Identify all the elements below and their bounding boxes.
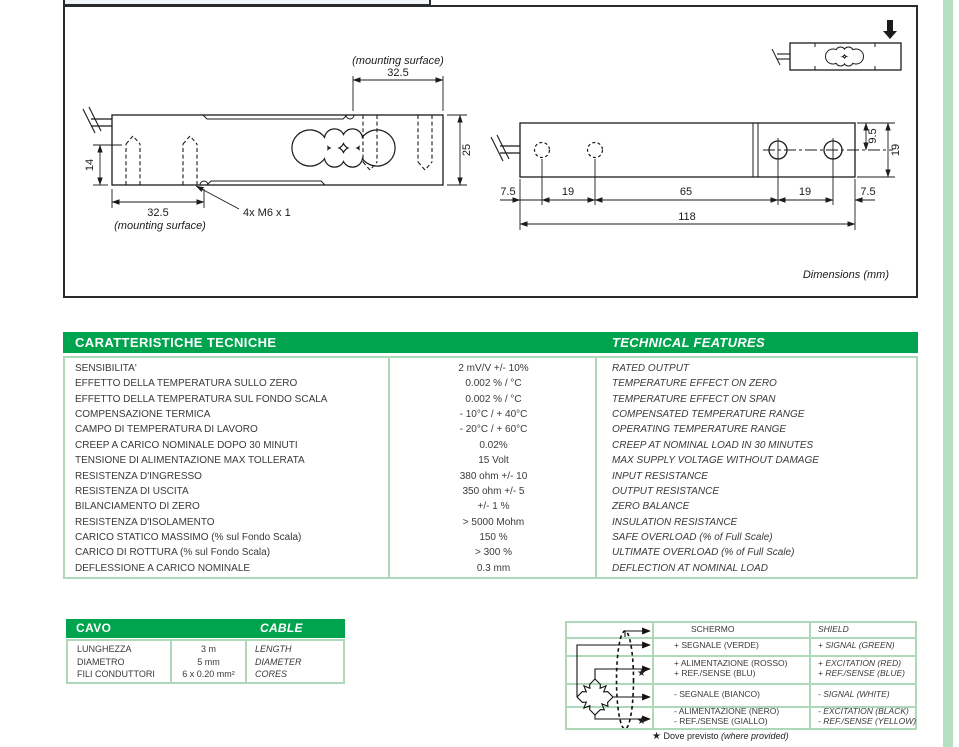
- dimensions-note: Dimensions (mm): [802, 269, 889, 281]
- wiring-cell-en: - SIGNAL (WHITE): [818, 688, 890, 699]
- dim-7-5-right: 7.5: [860, 186, 876, 198]
- tech-row-cell: TENSIONE DI ALIMENTAZIONE MAX TOLLERATA: [75, 455, 305, 467]
- tech-row-cell: RESISTENZA D'ISOLAMENTO: [75, 516, 215, 528]
- tech-row-cell: > 300 %: [475, 547, 512, 559]
- wiring-cell-it: - ALIMENTAZIONE (NERO) - REF./SENSE (GIALLO): [674, 706, 780, 726]
- tech-row-cell: INPUT RESISTANCE: [612, 470, 708, 482]
- tech-row-cell: CARICO DI ROTTURA (% sul Fondo Scala): [75, 547, 271, 559]
- tech-title-it: CARATTERISTICHE TECNICHE: [75, 335, 277, 350]
- tech-row-cell: TEMPERATURE EFFECT ON ZERO: [612, 378, 777, 390]
- dim-32-5-top: 32.5: [387, 67, 409, 79]
- dim-65: 65: [679, 186, 693, 198]
- tech-row: [65, 438, 916, 453]
- side-view-dimensions: [93, 76, 467, 209]
- tech-row-cell: COMPENSAZIONE TERMICA: [75, 409, 211, 421]
- dim-19-width: 19: [890, 143, 902, 157]
- tech-row: [65, 515, 916, 530]
- cable-row-cell: FILI CONDUTTORI: [77, 669, 155, 680]
- tech-row: [65, 422, 916, 437]
- tech-row-cell: 150 %: [479, 531, 508, 543]
- cable-table-header: [66, 619, 345, 638]
- dimensional-drawing-box: [63, 5, 918, 298]
- cable-row: [68, 643, 343, 656]
- mounting-surface-top-label: (mounting surface): [352, 55, 444, 67]
- tech-row-cell: CAMPO DI TEMPERATURA DI LAVORO: [75, 424, 258, 436]
- thread-callout: 4x M6 x 1: [243, 207, 291, 219]
- tech-row: [65, 453, 916, 468]
- cable-row-cell: 5 mm: [197, 656, 220, 667]
- tech-row: [65, 392, 916, 407]
- tech-row-cell: INSULATION RESISTANCE: [612, 516, 738, 528]
- iso-view: [772, 20, 901, 70]
- tech-row: [65, 469, 916, 484]
- tech-row: [65, 361, 916, 376]
- tech-row-cell: COMPENSATED TEMPERATURE RANGE: [612, 409, 805, 421]
- dimensional-drawing: [63, 5, 918, 298]
- top-view-labels: [500, 128, 902, 223]
- tech-row-cell: 350 ohm +/- 5: [462, 485, 525, 497]
- tech-row-cell: TEMPERATURE EFFECT ON SPAN: [612, 393, 776, 405]
- tech-row-cell: RATED OUTPUT: [612, 363, 690, 374]
- tech-row: [65, 376, 916, 391]
- tech-table-body: [63, 356, 918, 579]
- tech-row-cell: RESISTENZA D'INGRESSO: [75, 470, 202, 482]
- cable-row-cell: DIAMETER: [255, 656, 302, 667]
- tech-row-cell: 0.002 % / °C: [465, 393, 522, 405]
- tech-row-cell: EFFETTO DELLA TEMPERATURA SUL FONDO SCALA: [75, 393, 328, 405]
- tech-row-cell: SAFE OVERLOAD (% of Full Scale): [612, 531, 773, 543]
- dim-7-5-left: 7.5: [500, 186, 516, 198]
- star-mark: ★: [637, 716, 646, 727]
- tech-row-cell: 15 Volt: [478, 455, 509, 467]
- dim-32-5-bottom: 32.5: [147, 207, 169, 219]
- tech-table-header: [63, 332, 918, 353]
- tech-row-cell: DEFLECTION AT NOMINAL LOAD: [612, 562, 768, 574]
- tech-row-cell: 0.3 mm: [476, 562, 511, 574]
- star-mark: ★: [652, 731, 661, 742]
- tech-row-cell: OUTPUT RESISTANCE: [612, 485, 720, 497]
- tech-title-en: TECHNICAL FEATURES: [612, 335, 765, 350]
- tech-row-cell: DEFLESSIONE A CARICO NOMINALE: [75, 562, 251, 574]
- dim-19-left: 19: [561, 186, 575, 198]
- wiring-cell-it: SCHERMO: [691, 624, 735, 635]
- tech-row-cell: 0.02%: [479, 439, 508, 451]
- wiring-col-divider-2: [809, 623, 811, 728]
- load-direction-arrow-icon: [883, 20, 897, 39]
- tech-row-cell: MAX SUPPLY VOLTAGE WITHOUT DAMAGE: [612, 455, 819, 467]
- footnote-it: Dove previsto: [663, 731, 719, 741]
- tech-row: [65, 545, 916, 560]
- tech-row-cell: BILANCIAMENTO DI ZERO: [75, 501, 200, 513]
- wiring-footnote: [652, 731, 789, 742]
- tech-row-cell: EFFETTO DELLA TEMPERATURA SULLO ZERO: [75, 378, 298, 390]
- tech-row-cell: - 20°C / + 60°C: [459, 424, 528, 436]
- cable-row: [68, 656, 343, 669]
- tech-row-cell: 2 mV/V +/- 10%: [458, 363, 529, 374]
- cable-title-en: CABLE: [260, 621, 303, 635]
- tech-row: [65, 407, 916, 422]
- cable-row-cell: 3 m: [200, 644, 216, 654]
- tech-row-cell: OPERATING TEMPERATURE RANGE: [612, 424, 787, 436]
- wiring-cell-en: + EXCITATION (RED) + REF./SENSE (BLUE): [818, 658, 905, 678]
- tech-row-cell: 0.002 % / °C: [465, 378, 522, 390]
- tech-row-cell: CREEP AT NOMINAL LOAD IN 30 MINUTES: [612, 439, 814, 451]
- dim-14: 14: [84, 158, 96, 172]
- tech-row-cell: - 10°C / + 40°C: [459, 409, 528, 421]
- cable-divider-2: [245, 641, 247, 682]
- tech-row: [65, 561, 916, 576]
- wiring-cell-en: SHIELD: [818, 624, 849, 635]
- dim-25: 25: [461, 143, 473, 157]
- wiring-diagram-box: [565, 621, 917, 730]
- cable-table-body: [66, 639, 345, 684]
- tech-row-cell: +/- 1 %: [477, 501, 510, 513]
- tech-row-cell: SENSIBILITA': [75, 363, 137, 374]
- star-mark: ★: [637, 668, 646, 679]
- page-edge-strip: [943, 0, 953, 747]
- mounting-surface-bottom-label: (mounting surface): [114, 220, 206, 232]
- tech-row-cell: > 5000 Mohm: [462, 516, 525, 528]
- tech-divider-2: [595, 358, 597, 577]
- tech-row-cell: ZERO BALANCE: [612, 501, 690, 513]
- wiring-cell-en: - EXCITATION (BLACK) - REF./SENSE (YELLOW): [818, 706, 917, 726]
- wiring-cell-it: + ALIMENTAZIONE (ROSSO) + REF./SENSE (BLU): [674, 658, 788, 678]
- wiring-cell-it: + SEGNALE (VERDE): [674, 640, 759, 651]
- cable-title-it: CAVO: [76, 621, 112, 635]
- tech-row-cell: CARICO STATICO MASSIMO (% sul Fondo Scala): [75, 531, 302, 543]
- cable-row-cell: DIAMETRO: [77, 656, 125, 667]
- tech-divider-1: [388, 358, 390, 577]
- dim-118: 118: [678, 211, 696, 223]
- dim-19-right: 19: [798, 186, 812, 198]
- side-view-drawing: [83, 76, 467, 209]
- cable-row-cell: 6 x 0.20 mm²: [182, 669, 235, 680]
- cable-row-cell: CORES: [255, 669, 288, 680]
- tech-row: [65, 499, 916, 514]
- footnote-en: (where provided): [721, 731, 789, 741]
- wiring-cell-it: - SEGNALE (BIANCO): [674, 688, 760, 699]
- cable-row-cell: LUNGHEZZA: [77, 644, 132, 654]
- tech-row-cell: ULTIMATE OVERLOAD (% of Full Scale): [612, 547, 795, 559]
- cable-row-cell: LENGTH: [255, 644, 292, 654]
- wiring-cell-en: + SIGNAL (GREEN): [818, 640, 895, 651]
- cable-row: [68, 668, 343, 681]
- tech-row: [65, 530, 916, 545]
- tech-row-cell: RESISTENZA DI USCITA: [75, 485, 189, 497]
- tech-row: [65, 484, 916, 499]
- tech-row-cell: CREEP A CARICO NOMINALE DOPO 30 MINUTI: [75, 439, 298, 451]
- cable-divider-1: [170, 641, 172, 682]
- threaded-holes-bottom: [126, 136, 197, 185]
- tech-row-cell: 380 ohm +/- 10: [459, 470, 528, 482]
- dim-9-5: 9.5: [867, 128, 879, 144]
- side-view-labels: [84, 55, 473, 232]
